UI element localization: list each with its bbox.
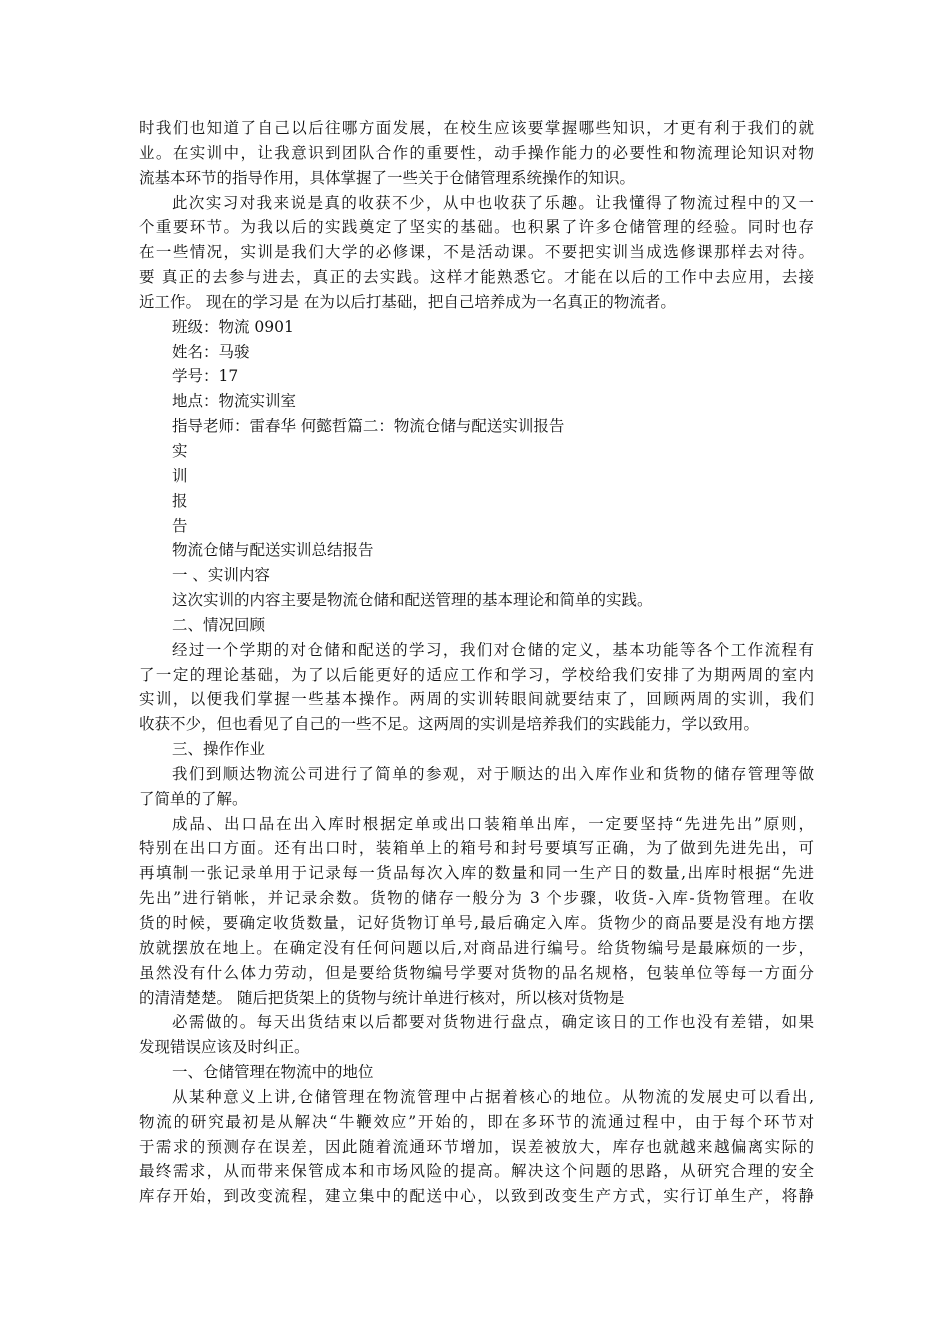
text-line: 再填制一张记录单用于记录每一货品每次入库的数量和同一生产日的数量,出库时根据“先进	[139, 864, 814, 883]
text-line: 物流仓储与配送实训总结报告	[172, 541, 374, 560]
text-line: 虽然没有什么体力劳动，但是要给货物编号学要对货物的品名规格，包装单位等每一方面分	[139, 963, 814, 982]
text-line: 经过一个学期的对仓储和配送的学习，我们对仓储的定义，基本功能等各个工作流程有	[172, 640, 814, 659]
text-line: 放就摆放在地上。在确定没有任何问题以后,对商品进行编号。给货物编号是最麻烦的一步，	[139, 938, 814, 957]
text-line: 收获不少，但也看见了自己的一些不足。这两周的实训是培养我们的实践能力，学以致用。	[139, 715, 760, 734]
text-line: 特别在出口方面。还有出口时，装箱单上的箱号和封号要填写正确，为了做到先进先出，可	[139, 839, 814, 858]
text-line: 于需求的预测存在误差，因此随着流通环节增加，误差被放大，库存也就越来越偏离实际的	[139, 1137, 814, 1156]
text-line: 学号：17	[172, 367, 239, 386]
text-line: 这次实训的内容主要是物流仓储和配送管理的基本理论和简单的实践。	[172, 591, 653, 610]
text-line: 告	[172, 516, 188, 535]
text-line: 在一些情况，实训是我们大学的必修课，不是活动课。不要把实训当成选修课那样去对待。	[139, 243, 814, 262]
text-line: 指导老师：雷春华 何懿哲篇二：物流仓储与配送实训报告	[172, 417, 565, 436]
text-line: 成品、出口品在出入库时根据定单或出口装箱单出库，一定要坚持“先进先出”原则，	[172, 814, 814, 833]
text-line: 报	[172, 491, 188, 510]
text-line: 一、仓储管理在物流中的地位	[172, 1063, 374, 1082]
text-line: 从某种意义上讲,仓储管理在物流管理中占据着核心的地位。从物流的发展史可以看出,	[172, 1087, 814, 1106]
text-line: 发现错误应该及时纠正。	[139, 1038, 310, 1057]
text-line: 必需做的。每天出货结束以后都要对货物进行盘点，确定该日的工作也没有差错，如果	[172, 1013, 814, 1032]
text-line: 我们到顺达物流公司进行了简单的参观，对于顺达的出入库作业和货物的储存管理等做	[172, 764, 814, 783]
document-page	[139, 116, 814, 1209]
text-line: 二、情况回顾	[172, 615, 266, 634]
document-body	[139, 116, 814, 1209]
text-line: 实训，以便我们掌握一些基本操作。两周的实训转眼间就要结束了，回顾两周的实训，我们	[139, 690, 814, 709]
text-line: 业。在实训中，让我意识到团队合作的重要性，动手操作能力的必要性和物流理论知识对物	[139, 143, 814, 162]
text-line: 先出”进行销帐，并记录余数。货物的储存一般分为 3 个步骤，收货-入库-货物管理。在收	[139, 889, 814, 908]
text-line: 了一定的理论基础，为了以后能更好的适应工作和学习，学校给我们安排了为期两周的室内	[139, 665, 814, 684]
text-line: 要 真正的去参与进去，真正的去实践。这样才能熟悉它。才能在以后的工作中去应用，去接	[139, 268, 814, 287]
text-line: 近工作。 现在的学习是 在为以后打基础，把自己培养成为一名真正的物流者。	[139, 292, 676, 311]
text-line: 此次实习对我来说是真的收获不少，从中也收获了乐趣。让我懂得了物流过程中的又一	[172, 193, 814, 212]
text-line: 姓名：马骏	[172, 342, 250, 361]
text-line: 最终需求，从而带来保管成本和市场风险的提高。解决这个问题的思路，从研究合理的安全	[139, 1162, 814, 1181]
text-line: 流基本环节的指导作用，具体掌握了一些关于仓储管理系统操作的知识。	[139, 168, 636, 187]
text-line: 库存开始，到改变流程，建立集中的配送中心，以致到改变生产方式，实行订单生产，将静	[139, 1187, 814, 1206]
text-line: 的清清楚楚。 随后把货架上的货物与统计单进行核对，所以核对货物是	[139, 988, 625, 1007]
text-line: 一 、实训内容	[172, 566, 270, 585]
text-line: 了简单的了解。	[139, 789, 248, 808]
text-line: 物流的研究最初是从解决“牛鞭效应”开始的，即在多环节的流通过程中，由于每个环节对	[139, 1112, 814, 1131]
text-line: 货的时候，要确定收货数量，记好货物订单号,最后确定入库。货物少的商品要是没有地方摆	[139, 914, 814, 932]
text-line: 时我们也知道了自己以后往哪方面发展，在校生应该要掌握哪些知识，才更有利于我们的就	[139, 119, 814, 137]
text-line: 实	[172, 441, 188, 460]
text-line: 班级：物流 0901	[172, 317, 294, 336]
text-line: 地点：物流实训室	[172, 392, 297, 411]
text-line: 训	[172, 466, 188, 485]
text-line: 三、操作作业	[172, 740, 266, 759]
text-line: 个重要环节。为我以后的实践奠定了坚实的基础。也积累了许多仓储管理的经验。同时也存	[139, 218, 814, 237]
